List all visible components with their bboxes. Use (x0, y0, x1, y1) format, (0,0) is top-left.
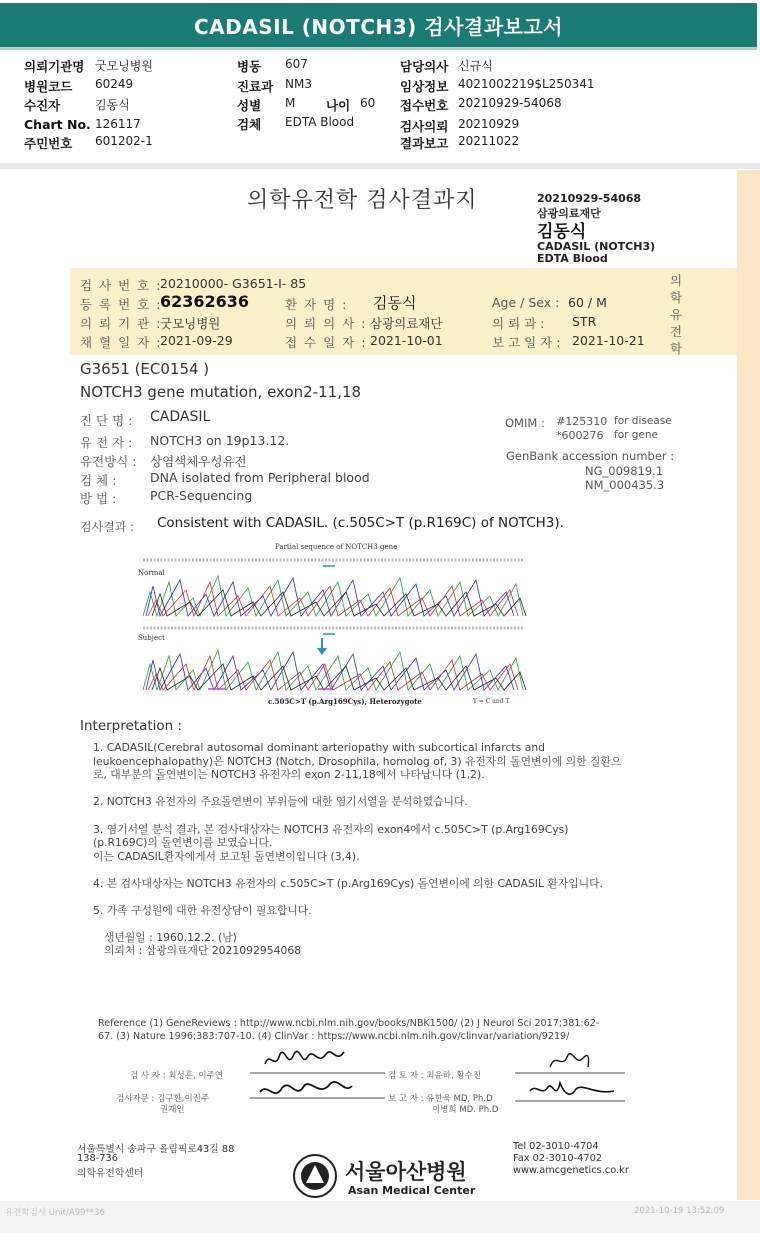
band-value: 20210000- G3651-I- 85 (160, 276, 307, 291)
interpretation-line: (p.R169C)의 돌연변이를 보였습니다. (93, 836, 273, 849)
info-label: 담당의사 (400, 59, 449, 74)
address-line: 138-736 (77, 1153, 118, 1164)
omim-label: OMIM : (505, 416, 545, 430)
chroma-legend: Y = C and T (473, 698, 510, 705)
omim-id: #125310 (556, 415, 608, 428)
detail-label: 유 전 자 : (80, 435, 133, 450)
sticker-line: EDTA Blood (537, 252, 608, 265)
interpretation-line: 4. 본 검사대상자는 NOTCH3 유전자의 c.505C>T (p.Arg169Cys) 돌연변이에 의한 CADASIL 환자입니다. (93, 877, 604, 890)
result-value: Consistent with CADASIL. (c.505C>T (p.R169C) of NOTCH3). (157, 515, 564, 531)
reference-line: 67. (3) Nature 1996;383:707-10. (4) ClinVar : https://www.ncbi.nlm.nih.gov/clinvar/variation/9219/ (98, 1031, 570, 1042)
genbank-label: GenBank accession number : (506, 449, 675, 463)
sequence-chromatogram (138, 540, 528, 710)
interpretation-line: 5. 가족 구성원에 대한 유전상담이 필요합니다. (93, 904, 312, 917)
band-label: 채 혈 일 자 : (80, 335, 162, 350)
footer-right: 2021-10-19 13:52:09 (634, 1206, 725, 1216)
reporter-label: 보 고 자 : 유한욱 MD, Ph.D (388, 1094, 493, 1104)
sticker-line: 20210929-54068 (537, 192, 642, 205)
hospital-name-kr: 서울아산병원 (345, 1160, 467, 1184)
band-value: 60 / M (568, 295, 607, 310)
info-label: 병동 (237, 59, 262, 74)
hospital-name-en: Asan Medical Center (348, 1184, 476, 1197)
interpretation-line: 1. CADASIL(Cerebral autosomal dominant arteriopathy with subcortical infarcts and (93, 741, 546, 754)
info-label: 임상정보 (400, 79, 449, 94)
info-label: 검체 (237, 117, 262, 132)
band-label: 의 뢰 과 : (492, 316, 545, 331)
reference-line: Reference (1) GeneReviews : http://www.ncbi.nlm.nih.gov/books/NBK1500/ (2) J Neurol Sci 2017;381:62- (98, 1018, 600, 1029)
reporter-label-2: 이병희 MD. Ph.D (432, 1105, 499, 1115)
info-value: 60249 (95, 77, 134, 91)
info-value: 20211022 (458, 134, 520, 148)
band-value: 김동식 (373, 294, 417, 312)
asan-foundation-logo-icon (292, 1153, 338, 1199)
chroma-caption: c.505C>T (p.Arg169Cys), Heterozygote (268, 697, 422, 706)
band-value: 2021-10-01 (370, 333, 443, 348)
interpretation-title: Interpretation : (80, 718, 183, 734)
info-value: 601202-1 (95, 134, 153, 148)
band-value: 2021-10-21 (572, 333, 645, 348)
tester-label: 검 사 자 : 최성훈, 이주연 (130, 1071, 223, 1081)
band-label: 의 뢰 의 사 : (285, 316, 367, 331)
detail-label: 검 체 : (80, 473, 117, 488)
address-line: 의학유전학센터 (77, 1168, 144, 1179)
subject-trace (143, 650, 526, 690)
address-line: 서울특별시 송파구 올림픽로43길 88 (77, 1144, 235, 1155)
info-value: 607 (285, 57, 308, 71)
detail-value: PCR-Sequencing (150, 488, 253, 503)
interpretation-line: leukoencephalopathy)은 NOTCH3 (Notch, Drosophila, homolog of, 3) 유전자의 돌연변이에 의한 질환으 (93, 755, 622, 768)
info-value: EDTA Blood (285, 115, 355, 129)
tester-signature (240, 1042, 390, 1114)
band-label: 등 록 번 호 : (80, 297, 162, 312)
normal-trace (143, 576, 526, 616)
interpretation-line: 이는 CADASIL환자에게서 보고된 돌연변이입니다 (3,4). (93, 850, 360, 863)
contact-fax: Fax 02-3010-4702 (513, 1153, 603, 1164)
info-value: 20210929-54068 (458, 96, 562, 110)
advisor-label-2: 권재인 (160, 1105, 185, 1115)
header-divider (0, 47, 757, 50)
advisor-label: 검사자문 : 김구환,이진주 (116, 1094, 210, 1104)
side-vertical-text: 의학유전학 (670, 273, 683, 356)
detail-value: NOTCH3 on 19p13.12. (150, 433, 290, 448)
test-name: NOTCH3 gene mutation, exon2-11,18 (80, 383, 362, 401)
chroma-traces (138, 552, 528, 698)
requester: 의뢰처 : 삼광의료재단 2021092954068 (104, 944, 302, 957)
band-label: 검 사 번 호 : (80, 278, 162, 293)
result-label: 검사결과 : (80, 520, 135, 534)
info-label: 병원코드 (24, 79, 73, 94)
detail-value: DNA isolated from Peripheral blood (150, 470, 370, 485)
info-value: 4021002219$L250341 (458, 77, 595, 91)
band-value: 굿모닝병원 (160, 316, 221, 331)
info-label: 진료과 (237, 79, 274, 94)
reviewer-label: 검 토 자 : 최윤하, 황수진 (388, 1071, 481, 1081)
detail-label: 유전방식 : (80, 454, 137, 469)
band-label: 환 자 명 : (285, 297, 348, 312)
band-value: 삼광의료재단 (370, 316, 443, 331)
omim-id: *600276 (556, 429, 604, 442)
omim-desc: for gene (614, 429, 659, 441)
band-value: STR (572, 314, 597, 329)
interpretation-line: 2. NOTCH3 유전자의 주요돌연변이 부위들에 대한 염기서열을 분석하였습니다. (93, 795, 468, 808)
info-label: 의뢰기관명 (24, 59, 85, 74)
info-value: 126117 (95, 117, 141, 131)
contact-tel: Tel 02-3010-4704 (513, 1141, 599, 1152)
test-code: G3651 (EC0154 ) (80, 360, 210, 378)
band-label: Age / Sex : (492, 295, 560, 310)
mutation-arrow-icon (317, 638, 327, 655)
info-value: M (285, 96, 296, 110)
interpretation-line: 3. 염기서열 분석 결과, 본 검사대상자는 NOTCH3 유전자의 exon4에서 c.505C>T (p.Arg169Cys) (93, 823, 569, 836)
side-strip (737, 170, 760, 1200)
band-label: 보 고 일 자 : (492, 335, 561, 350)
sticker-line: 삼광의료재단 (537, 207, 601, 220)
info-label: 주민번호 (24, 136, 73, 151)
info-label: 접수번호 (400, 98, 449, 113)
sticker-line: CADASIL (NOTCH3) (537, 240, 656, 253)
info-label: Chart No. (24, 117, 91, 132)
section-separator (0, 163, 760, 169)
sticker-name: 김동식 (537, 222, 587, 242)
genbank-id: NG_009819.1 (585, 464, 664, 478)
info-value: 신규식 (458, 59, 493, 73)
band-value: 62362636 (160, 292, 250, 311)
chroma-normal-label: Normal (138, 569, 165, 577)
detail-value: 상염색체우성유전 (150, 454, 247, 469)
info-label: 성별 (237, 98, 262, 113)
contact-web: www.amcgenetics.co.kr (513, 1165, 629, 1176)
interpretation-line: 로, 대부분의 돌연변이는 NOTCH3 유전자의 exon 2-11,18에서 나타납니다 (1,2). (93, 768, 485, 781)
report-header-title: CADASIL (NOTCH3) 검사결과보고서 (0, 3, 757, 47)
detail-label: 진 단 명 : (80, 413, 133, 428)
info-label: 나이 (326, 98, 351, 113)
info-value: 60 (360, 96, 376, 110)
detail-value: CADASIL (150, 409, 211, 425)
info-value: 굿모닝병원 (95, 59, 153, 73)
info-value: NM3 (285, 77, 312, 91)
omim-desc: for disease (614, 415, 672, 427)
info-label: 수진자 (24, 98, 61, 113)
report-title: 의학유전학 검사결과지 (247, 188, 478, 213)
detail-label: 방 법 : (80, 491, 117, 506)
band-value: 2021-09-29 (160, 333, 233, 348)
info-label: 검사의뢰 (400, 119, 449, 134)
chroma-title: Partial sequence of NOTCH3 gene (275, 543, 398, 551)
birth-date: 생년월일 : 1960.12.2. (남) (104, 931, 237, 944)
footer-left: 유전학검사 Unit/A99**36 (5, 1208, 105, 1218)
info-value: 김동식 (95, 98, 130, 112)
chroma-subject-label: Subject (138, 634, 165, 642)
info-label: 결과보고 (400, 136, 449, 151)
genbank-id: NM_000435.3 (585, 478, 665, 492)
band-label: 의 뢰 기 관 : (80, 316, 162, 331)
band-label: 접 수 일 자 : (285, 335, 367, 350)
reviewer-signature (510, 1045, 640, 1115)
info-value: 20210929 (458, 117, 520, 131)
